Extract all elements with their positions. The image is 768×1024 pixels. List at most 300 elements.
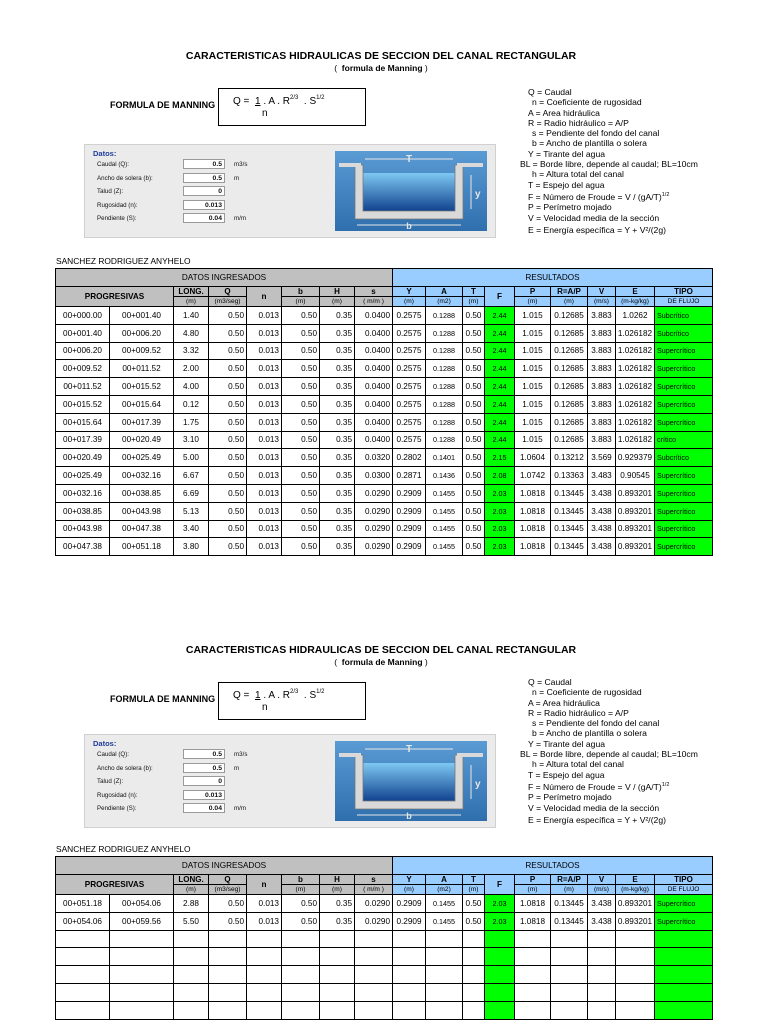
table-cell: 0.013 [247,538,282,556]
table-cell: 00+025.49 [110,449,174,467]
table-cell [393,948,426,966]
table-cell: 00+015.64 [56,413,110,431]
table-cell [551,983,588,1001]
table-cell: 0.1455 [426,484,463,502]
datos-value-field[interactable]: 0.5 [183,173,225,183]
table-cell [247,966,282,984]
table-cell [463,966,485,984]
table-cell [174,1001,209,1019]
table-cell [515,948,551,966]
table-cell: Supercrítico [655,502,713,520]
table-row [56,467,713,485]
col-unit: (m2) [426,885,463,895]
table-cell: 3.10 [174,431,209,449]
table-cell: 0.1288 [426,378,463,396]
table-cell: 00+054.06 [110,895,174,913]
table-cell: 2.44 [485,360,515,378]
col-unit: ( m/m ) [355,297,393,307]
table-cell [174,966,209,984]
table-cell: 0.2575 [393,378,426,396]
col-unit: (m) [463,885,485,895]
datos-unit: m3/s [234,751,248,758]
table-cell: 0.0290 [355,895,393,913]
legend-item: A = Area hidráulica [528,697,600,708]
legend-item: P = Perímetro mojado [528,202,612,213]
table-cell [209,1001,247,1019]
table-cell: 0.35 [320,307,355,325]
table-cell [320,930,355,948]
table-cell [588,1001,616,1019]
col-unit: (m3/seg) [209,885,247,895]
table-cell [282,930,320,948]
table-row [56,520,713,538]
table-cell [426,1001,463,1019]
col-header: P [515,287,551,297]
col-unit: (m2) [426,297,463,307]
col-header: Q [209,875,247,885]
table-cell: 00+038.85 [56,502,110,520]
table-cell: 0.50 [209,895,247,913]
datos-row [97,776,277,787]
col-unit: (m-kg/kg) [616,297,655,307]
table-cell: 0.50 [463,342,485,360]
datos-value-field[interactable]: 0.5 [183,749,225,759]
table-cell: 00+006.20 [56,342,110,360]
diagram-label-y: y [475,779,481,790]
table-cell: 5.50 [174,912,209,930]
table-row [56,484,713,502]
table-row [56,983,713,1001]
legend-item: n = Coeficiente de rugosidad [532,97,642,108]
table-cell: 1.026182 [616,413,655,431]
table-cell: 0.35 [320,395,355,413]
col-header: LONG. [174,875,209,885]
table-cell: 0.50 [282,538,320,556]
table-cell: 0.1288 [426,342,463,360]
canal-section-diagram [335,151,487,231]
table-cell: 0.50 [209,520,247,538]
table-row [56,431,713,449]
table-cell: 00+032.16 [110,467,174,485]
table-cell [393,966,426,984]
legend-item: R = Radio hidráulico = A/P [528,707,629,718]
table-row [56,395,713,413]
table-cell: 3.40 [174,520,209,538]
table-cell: 0.893201 [616,538,655,556]
table-cell: 0.50 [209,912,247,930]
table-cell [485,966,515,984]
canal-section-diagram [335,741,487,821]
col-header: T [463,875,485,885]
col-unit: (m) [393,297,426,307]
datos-row [97,200,277,211]
col-header: LONG. [174,287,209,297]
table-cell: 1.0818 [515,912,551,930]
table-cell: 2.44 [485,307,515,325]
table-row [56,307,713,325]
col-header: V [588,287,616,297]
table-cell: 0.13445 [551,912,588,930]
table-cell: 0.50 [463,502,485,520]
table-cell: 2.15 [485,449,515,467]
table-cell [56,948,110,966]
table-cell: 00+051.18 [110,538,174,556]
table-cell: 00+006.20 [110,324,174,342]
table-cell: 00+001.40 [110,307,174,325]
col-unit: (m) [463,297,485,307]
datos-label: Caudal (Q): [97,161,129,168]
table-cell [247,948,282,966]
hydraulic-table [55,268,713,556]
table-cell: 00+051.18 [56,895,110,913]
datos-unit: m/m [234,215,247,222]
table-cell: 1.015 [515,413,551,431]
table-row [56,378,713,396]
table-cell: 1.026182 [616,324,655,342]
table-cell [515,1001,551,1019]
table-cell [655,948,713,966]
table-cell: 3.438 [588,520,616,538]
table-cell: 0.0290 [355,912,393,930]
table-cell: 00+015.52 [110,378,174,396]
table-cell: 0.2575 [393,395,426,413]
col-unit: DE FLUJO [655,297,713,307]
table-cell: 0.50 [209,307,247,325]
col-unit: (m) [320,297,355,307]
table-cell [320,966,355,984]
table-cell: 0.2909 [393,484,426,502]
table-cell: 0.50 [463,449,485,467]
table-cell [355,948,393,966]
datos-label: Caudal (Q): [97,751,129,758]
table-cell: 00+047.38 [110,520,174,538]
col-header: Y [393,287,426,297]
col-unit: (m) [393,885,426,895]
table-cell: 0.50 [463,467,485,485]
table-cell: 2.44 [485,378,515,396]
diagram-label-b: b [406,221,412,231]
author-name: SANCHEZ RODRIGUEZ ANYHELO [56,844,191,854]
datos-value-field[interactable]: 0 [183,186,225,196]
col-header: b [282,875,320,885]
table-cell: 00+011.52 [110,360,174,378]
table-cell: 3.883 [588,324,616,342]
table-cell: 2.03 [485,520,515,538]
col-header: T [463,287,485,297]
table-cell: Supercrítico [655,538,713,556]
legend-item: V = Velocidad media de la sección [528,802,660,813]
table-cell [485,948,515,966]
table-cell: Supercrítico [655,342,713,360]
table-cell: 3.883 [588,307,616,325]
table-cell: 0.013 [247,895,282,913]
table-cell: 1.026182 [616,342,655,360]
table-cell [485,930,515,948]
table-cell [320,1001,355,1019]
table-cell: 0.50 [282,360,320,378]
table-cell: 0.0290 [355,520,393,538]
table-cell: 00+001.40 [56,324,110,342]
table-cell: 0.2909 [393,912,426,930]
table-cell: 3.883 [588,378,616,396]
table-cell: 0.12685 [551,413,588,431]
table-cell: 0.2575 [393,342,426,360]
col-header: s [355,875,393,885]
table-row [56,449,713,467]
table-cell: 2.00 [174,360,209,378]
table-cell: 0.013 [247,912,282,930]
diagram-label-t: T [405,744,413,755]
legend-item: R = Radio hidráulico = A/P [528,117,629,128]
table-cell: 1.015 [515,360,551,378]
table-cell: 0.35 [320,538,355,556]
table-cell [426,948,463,966]
table-cell: 0.12685 [551,378,588,396]
datos-row [97,173,277,184]
table-cell: 0.50 [463,378,485,396]
legend-item: Q = Caudal [528,87,572,97]
datos-title: Datos: [93,149,117,158]
table-cell: 0.50 [282,502,320,520]
table-cell: 3.438 [588,912,616,930]
table-cell: 1.015 [515,324,551,342]
datos-row [97,803,277,814]
datos-label: Talud (Z): [97,778,124,785]
table-cell: 3.438 [588,502,616,520]
table-row [56,538,713,556]
table-cell [247,930,282,948]
header-resultados: RESULTADOS [393,269,713,287]
table-cell [247,1001,282,1019]
table-cell: 0.50 [282,520,320,538]
datos-panel [84,144,496,238]
table-cell: 0.13445 [551,502,588,520]
legend-item: BL = Borde libre, depende al caudal; BL=10cm [520,159,698,170]
manning-formula-box: Q = 1 . A . $R^{2/3}$ . $S^{1/2}$ n [218,88,366,126]
table-cell [393,1001,426,1019]
table-cell: 0.2909 [393,520,426,538]
table-cell: 1.015 [515,342,551,360]
datos-label: Rugosidad (n): [97,201,138,209]
table-cell [209,966,247,984]
legend-item: h = Altura total del canal [532,759,624,770]
table-cell: 00+032.16 [56,484,110,502]
table-cell: 00+009.52 [56,360,110,378]
table-cell: 0.50 [209,538,247,556]
table-cell: 0.50 [282,912,320,930]
table-cell: 1.0818 [515,538,551,556]
diagram-label-y: y [475,189,481,200]
table-cell: 0.013 [247,449,282,467]
table-cell: 00+015.52 [56,395,110,413]
table-cell [655,966,713,984]
table-cell [515,966,551,984]
table-cell [551,966,588,984]
col-unit: (m) [174,297,209,307]
table-cell [426,930,463,948]
table-cell: 0.35 [320,342,355,360]
table-cell: 0.50 [463,413,485,431]
table-cell: Supercrítico [655,895,713,913]
table-cell: 00+059.56 [110,912,174,930]
datos-row [97,763,277,774]
variable-legend [520,87,698,235]
table-cell: 0.1288 [426,413,463,431]
datos-label: Pendiente (S): [97,215,137,222]
table-cell: 0.0290 [355,538,393,556]
legend-item: T = Espejo del agua [528,179,605,190]
datos-row [97,749,277,760]
table-cell: 0.50 [282,895,320,913]
table-cell [110,983,174,1001]
legend-item: b = Ancho de plantilla o solera [532,138,647,149]
col-header: TIPO [655,287,713,297]
datos-row [97,213,277,224]
table-cell: 3.438 [588,484,616,502]
col-unit: (m) [282,297,320,307]
legend-item: T = Espejo del agua [528,769,605,780]
table-cell: 0.893201 [616,520,655,538]
table-cell: 0.35 [320,467,355,485]
table-cell: 0.1288 [426,431,463,449]
table-cell [282,1001,320,1019]
table-cell: 0.013 [247,324,282,342]
table-cell: 0.893201 [616,502,655,520]
table-cell: 0.50 [282,449,320,467]
table-cell: 1.75 [174,413,209,431]
table-cell: 0.0300 [355,467,393,485]
table-cell [355,983,393,1001]
datos-unit: m [234,764,240,772]
col-unit: (m) [551,297,588,307]
table-cell: 3.483 [588,467,616,485]
sheet-title: CARACTERISTICAS HIDRAULICAS DE SECCION DEL CANAL RECTANGULAR [185,644,577,656]
col-header: F [485,875,515,895]
datos-value-field[interactable]: 0.013 [183,790,225,800]
table-cell: 00+017.39 [56,431,110,449]
table-cell [463,948,485,966]
table-cell [174,983,209,1001]
table-cell [110,930,174,948]
table-cell: 00+009.52 [110,342,174,360]
datos-label: Ancho de solera (b): [97,764,153,772]
col-unit: (m) [515,885,551,895]
table-cell: 0.1288 [426,395,463,413]
table-cell: 0.12 [174,395,209,413]
table-cell: 0.013 [247,467,282,485]
table-cell: 6.67 [174,467,209,485]
table-cell: 6.69 [174,484,209,502]
table-cell [56,930,110,948]
header-progresivas: PROGRESIVAS [56,287,174,307]
datos-panel [84,734,496,828]
col-unit: (m) [174,885,209,895]
table-cell [355,1001,393,1019]
table-cell: 0.50 [282,378,320,396]
manning-formula-box: Q = 1 . A . $R^{2/3}$ . $S^{1/2}$ n [218,682,366,720]
table-row [56,948,713,966]
table-cell: Supercrítico [655,378,713,396]
sheet-title: CARACTERISTICAS HIDRAULICAS DE SECCION DEL CANAL RECTANGULAR [185,50,577,62]
datos-row [97,790,277,801]
datos-value-field[interactable]: 0.5 [183,159,225,169]
datos-label: Rugosidad (n): [97,791,138,799]
table-row [56,502,713,520]
table-cell: 0.50 [463,484,485,502]
table-cell: 0.2575 [393,431,426,449]
table-cell: 0.13363 [551,467,588,485]
table-cell: 00+020.49 [110,431,174,449]
col-unit: (m/s) [588,297,616,307]
table-cell: 0.12685 [551,431,588,449]
table-cell: Supercrítico [655,912,713,930]
table-cell: 0.50 [209,502,247,520]
table-cell: 0.013 [247,395,282,413]
table-cell: Supercrítico [655,395,713,413]
table-cell: 0.35 [320,360,355,378]
table-cell: 0.12685 [551,360,588,378]
table-cell: 0.13445 [551,538,588,556]
table-cell: 2.03 [485,912,515,930]
table-cell [209,930,247,948]
datos-value-field[interactable]: 0.04 [183,213,225,223]
table-cell: 0.50 [463,307,485,325]
table-row [56,324,713,342]
col-header: H [320,287,355,297]
table-cell [393,930,426,948]
table-cell [588,930,616,948]
table-cell: 0.0290 [355,502,393,520]
table-cell: 0.1455 [426,538,463,556]
table-cell: 0.1436 [426,467,463,485]
datos-value-field[interactable]: 0.5 [183,763,225,773]
table-cell: 0.50 [209,395,247,413]
table-cell: 0.0400 [355,431,393,449]
table-cell [616,1001,655,1019]
table-cell: 0.35 [320,912,355,930]
table-cell: 0.12685 [551,307,588,325]
table-cell: 0.50 [209,431,247,449]
table-cell: 1.0742 [515,467,551,485]
table-cell: 0.013 [247,307,282,325]
datos-value-field[interactable]: 0.013 [183,200,225,210]
table-cell [463,1001,485,1019]
datos-value-field[interactable]: 0.04 [183,803,225,813]
datos-value-field[interactable]: 0 [183,776,225,786]
table-cell: 0.2575 [393,324,426,342]
table-cell: 4.00 [174,378,209,396]
table-cell: 0.1288 [426,360,463,378]
table-row [56,966,713,984]
table-cell: 0.013 [247,431,282,449]
table-cell: 1.026182 [616,360,655,378]
col-header: R=A/P [551,287,588,297]
table-cell: 0.2909 [393,895,426,913]
table-cell: 0.1455 [426,502,463,520]
table-cell: 00+011.52 [56,378,110,396]
table-cell: 2.44 [485,413,515,431]
variable-legend [520,677,698,825]
header-resultados: RESULTADOS [393,857,713,875]
table-cell [282,966,320,984]
table-cell [209,983,247,1001]
col-header: s [355,287,393,297]
col-header: H [320,875,355,885]
legend-item: E = Energía específica = Y + V²/(2g) [528,814,666,825]
table-row [56,1001,713,1019]
col-header: V [588,875,616,885]
formula-label: FORMULA DE MANNING [110,694,216,704]
